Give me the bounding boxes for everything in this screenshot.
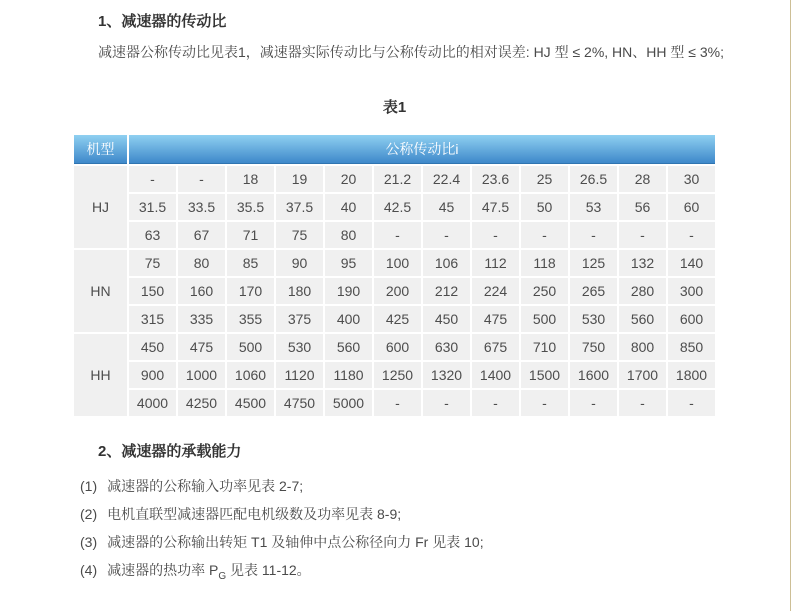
ratio-cell: 19 — [276, 166, 323, 192]
ratio-cell: 42.5 — [374, 194, 421, 220]
ratio-cell: 28 — [619, 166, 666, 192]
machine-type-header: 机型 — [74, 135, 127, 164]
section1-paragraph: 减速器公称传动比见表1，减速器实际传动比与公称传动比的相对误差: HJ 型 ≤ 2%, HN、HH 型 ≤ 3%; — [98, 44, 724, 60]
ratio-cell: 850 — [668, 334, 715, 360]
ratio-cell: 112 — [472, 250, 519, 276]
ratio-cell: 300 — [668, 278, 715, 304]
ratio-cell: 132 — [619, 250, 666, 276]
ratio-cell: 750 — [570, 334, 617, 360]
list-item-number: (4) — [80, 562, 98, 578]
ratio-cell: 85 — [227, 250, 274, 276]
ratio-cell: 140 — [668, 250, 715, 276]
ratio-cell: 675 — [472, 334, 519, 360]
table-body — [74, 166, 715, 416]
ratio-cell: 80 — [325, 222, 372, 248]
ratio-cell: 90 — [276, 250, 323, 276]
ratio-cell: 280 — [619, 278, 666, 304]
ratio-cell: 60 — [668, 194, 715, 220]
ratio-cell: 21.2 — [374, 166, 421, 192]
machine-type-cell: HH — [74, 334, 127, 416]
table-row — [74, 278, 715, 304]
list-item — [80, 472, 774, 500]
ratio-cell: 50 — [521, 194, 568, 220]
list-item-text: 减速器的公称输出转矩 T1 及轴伸中点公称径向力 Fr 见表 10; — [107, 534, 484, 550]
ratio-cell: 710 — [521, 334, 568, 360]
transmission-ratio-table — [72, 133, 717, 418]
ratio-cell: 500 — [521, 306, 568, 332]
list-item-text: 减速器的公称输入功率见表 2-7; — [107, 478, 304, 494]
list-item-text: 电机直联型减速器匹配电机级数及功率见表 8-9; — [107, 506, 402, 522]
ratio-cell: 224 — [472, 278, 519, 304]
ratio-cell: - — [619, 222, 666, 248]
ratio-cell: 450 — [129, 334, 176, 360]
ratio-cell: 150 — [129, 278, 176, 304]
ratio-cell: 180 — [276, 278, 323, 304]
ratio-cell: - — [374, 390, 421, 416]
ratio-cell: 5000 — [325, 390, 372, 416]
ratio-cell: 75 — [276, 222, 323, 248]
ratio-cell: - — [521, 222, 568, 248]
ratio-cell: 400 — [325, 306, 372, 332]
ratio-cell: - — [521, 390, 568, 416]
ratio-cell: - — [570, 222, 617, 248]
ratio-cell: 190 — [325, 278, 372, 304]
ratio-cell: 530 — [570, 306, 617, 332]
ratio-cell: 500 — [227, 334, 274, 360]
subscript-g: G — [218, 570, 227, 582]
ratio-cell: 1000 — [178, 362, 225, 388]
ratio-cell: 4250 — [178, 390, 225, 416]
ratio-cell: 560 — [325, 334, 372, 360]
ratio-cell: 125 — [570, 250, 617, 276]
ratio-cell: - — [374, 222, 421, 248]
ratio-cell: 200 — [374, 278, 421, 304]
ratio-cell: 75 — [129, 250, 176, 276]
ratio-cell: 1400 — [472, 362, 519, 388]
table-row — [74, 166, 715, 192]
ratio-cell: 80 — [178, 250, 225, 276]
ratio-cell: 1700 — [619, 362, 666, 388]
ratio-cell: - — [178, 166, 225, 192]
ratio-cell: - — [472, 390, 519, 416]
ratio-cell: - — [472, 222, 519, 248]
ratio-cell: 33.5 — [178, 194, 225, 220]
ratio-cell: 53 — [570, 194, 617, 220]
ratio-cell: 450 — [423, 306, 470, 332]
list-item-number: (3) — [80, 534, 98, 550]
ratio-cell: 25 — [521, 166, 568, 192]
ratio-cell: 63 — [129, 222, 176, 248]
ratio-cell: 1800 — [668, 362, 715, 388]
table-row — [74, 250, 715, 276]
ratio-cell: 1180 — [325, 362, 372, 388]
ratio-cell: - — [423, 222, 470, 248]
ratio-cell: 335 — [178, 306, 225, 332]
table-row — [74, 334, 715, 360]
ratio-cell: 30 — [668, 166, 715, 192]
table-header — [74, 135, 715, 164]
ratio-cell: 375 — [276, 306, 323, 332]
nominal-ratio-header: 公称传动比i — [129, 135, 715, 164]
ratio-cell: - — [619, 390, 666, 416]
ratio-cell: 475 — [472, 306, 519, 332]
ratio-cell: 118 — [521, 250, 568, 276]
ratio-cell: 106 — [423, 250, 470, 276]
table-row — [74, 390, 715, 416]
table-row — [74, 306, 715, 332]
table-row — [74, 362, 715, 388]
ratio-cell: 20 — [325, 166, 372, 192]
ratio-cell: 100 — [374, 250, 421, 276]
ratio-cell: 355 — [227, 306, 274, 332]
ratio-cell: 47.5 — [472, 194, 519, 220]
table-header-row — [74, 135, 715, 164]
list-item-number: (1) — [80, 478, 98, 494]
list-item-text: 减速器的热功率 $P_G$ 见表 11-12。 — [107, 562, 311, 582]
ratio-cell: 530 — [276, 334, 323, 360]
ratio-cell: 56 — [619, 194, 666, 220]
machine-type-cell: HJ — [74, 166, 127, 248]
machine-type-cell: HN — [74, 250, 127, 332]
ratio-cell: - — [423, 390, 470, 416]
ratio-cell: 425 — [374, 306, 421, 332]
ratio-cell: 1060 — [227, 362, 274, 388]
ratio-cell: 265 — [570, 278, 617, 304]
ratio-cell: 1600 — [570, 362, 617, 388]
section2-heading: 2、减速器的承载能力 — [98, 443, 242, 460]
ratio-cell: 170 — [227, 278, 274, 304]
list-item — [80, 528, 774, 556]
ratio-cell: 4750 — [276, 390, 323, 416]
capability-list — [80, 472, 774, 591]
ratio-cell: 600 — [668, 306, 715, 332]
ratio-cell: - — [668, 390, 715, 416]
ratio-cell: 160 — [178, 278, 225, 304]
ratio-cell: 1120 — [276, 362, 323, 388]
ratio-cell: 800 — [619, 334, 666, 360]
ratio-cell: 900 — [129, 362, 176, 388]
ratio-cell: 560 — [619, 306, 666, 332]
ratio-cell: 45 — [423, 194, 470, 220]
list-item-number: (2) — [80, 506, 98, 522]
ratio-cell: 22.4 — [423, 166, 470, 192]
ratio-cell: 600 — [374, 334, 421, 360]
ratio-cell: 31.5 — [129, 194, 176, 220]
ratio-cell: 35.5 — [227, 194, 274, 220]
ratio-cell: 37.5 — [276, 194, 323, 220]
list-item — [80, 500, 774, 528]
ratio-cell: - — [668, 222, 715, 248]
ratio-cell: 1320 — [423, 362, 470, 388]
section1-heading: 1、减速器的传动比 — [98, 13, 227, 30]
ratio-cell: 23.6 — [472, 166, 519, 192]
ratio-cell: 26.5 — [570, 166, 617, 192]
ratio-cell: 95 — [325, 250, 372, 276]
ratio-cell: 67 — [178, 222, 225, 248]
ratio-cell: 1250 — [374, 362, 421, 388]
ratio-cell: 18 — [227, 166, 274, 192]
table-caption: 表1 — [382, 99, 407, 116]
ratio-cell: 475 — [178, 334, 225, 360]
ratio-cell: 4500 — [227, 390, 274, 416]
ratio-cell: 4000 — [129, 390, 176, 416]
ratio-cell: 315 — [129, 306, 176, 332]
ratio-cell: 250 — [521, 278, 568, 304]
table-row — [74, 222, 715, 248]
page-right-border — [790, 0, 791, 611]
ratio-cell: - — [129, 166, 176, 192]
ratio-cell: - — [570, 390, 617, 416]
table-row — [74, 194, 715, 220]
ratio-cell: 630 — [423, 334, 470, 360]
ratio-cell: 212 — [423, 278, 470, 304]
ratio-cell: 40 — [325, 194, 372, 220]
ratio-cell: 71 — [227, 222, 274, 248]
ratio-cell: 1500 — [521, 362, 568, 388]
list-item — [80, 556, 774, 591]
